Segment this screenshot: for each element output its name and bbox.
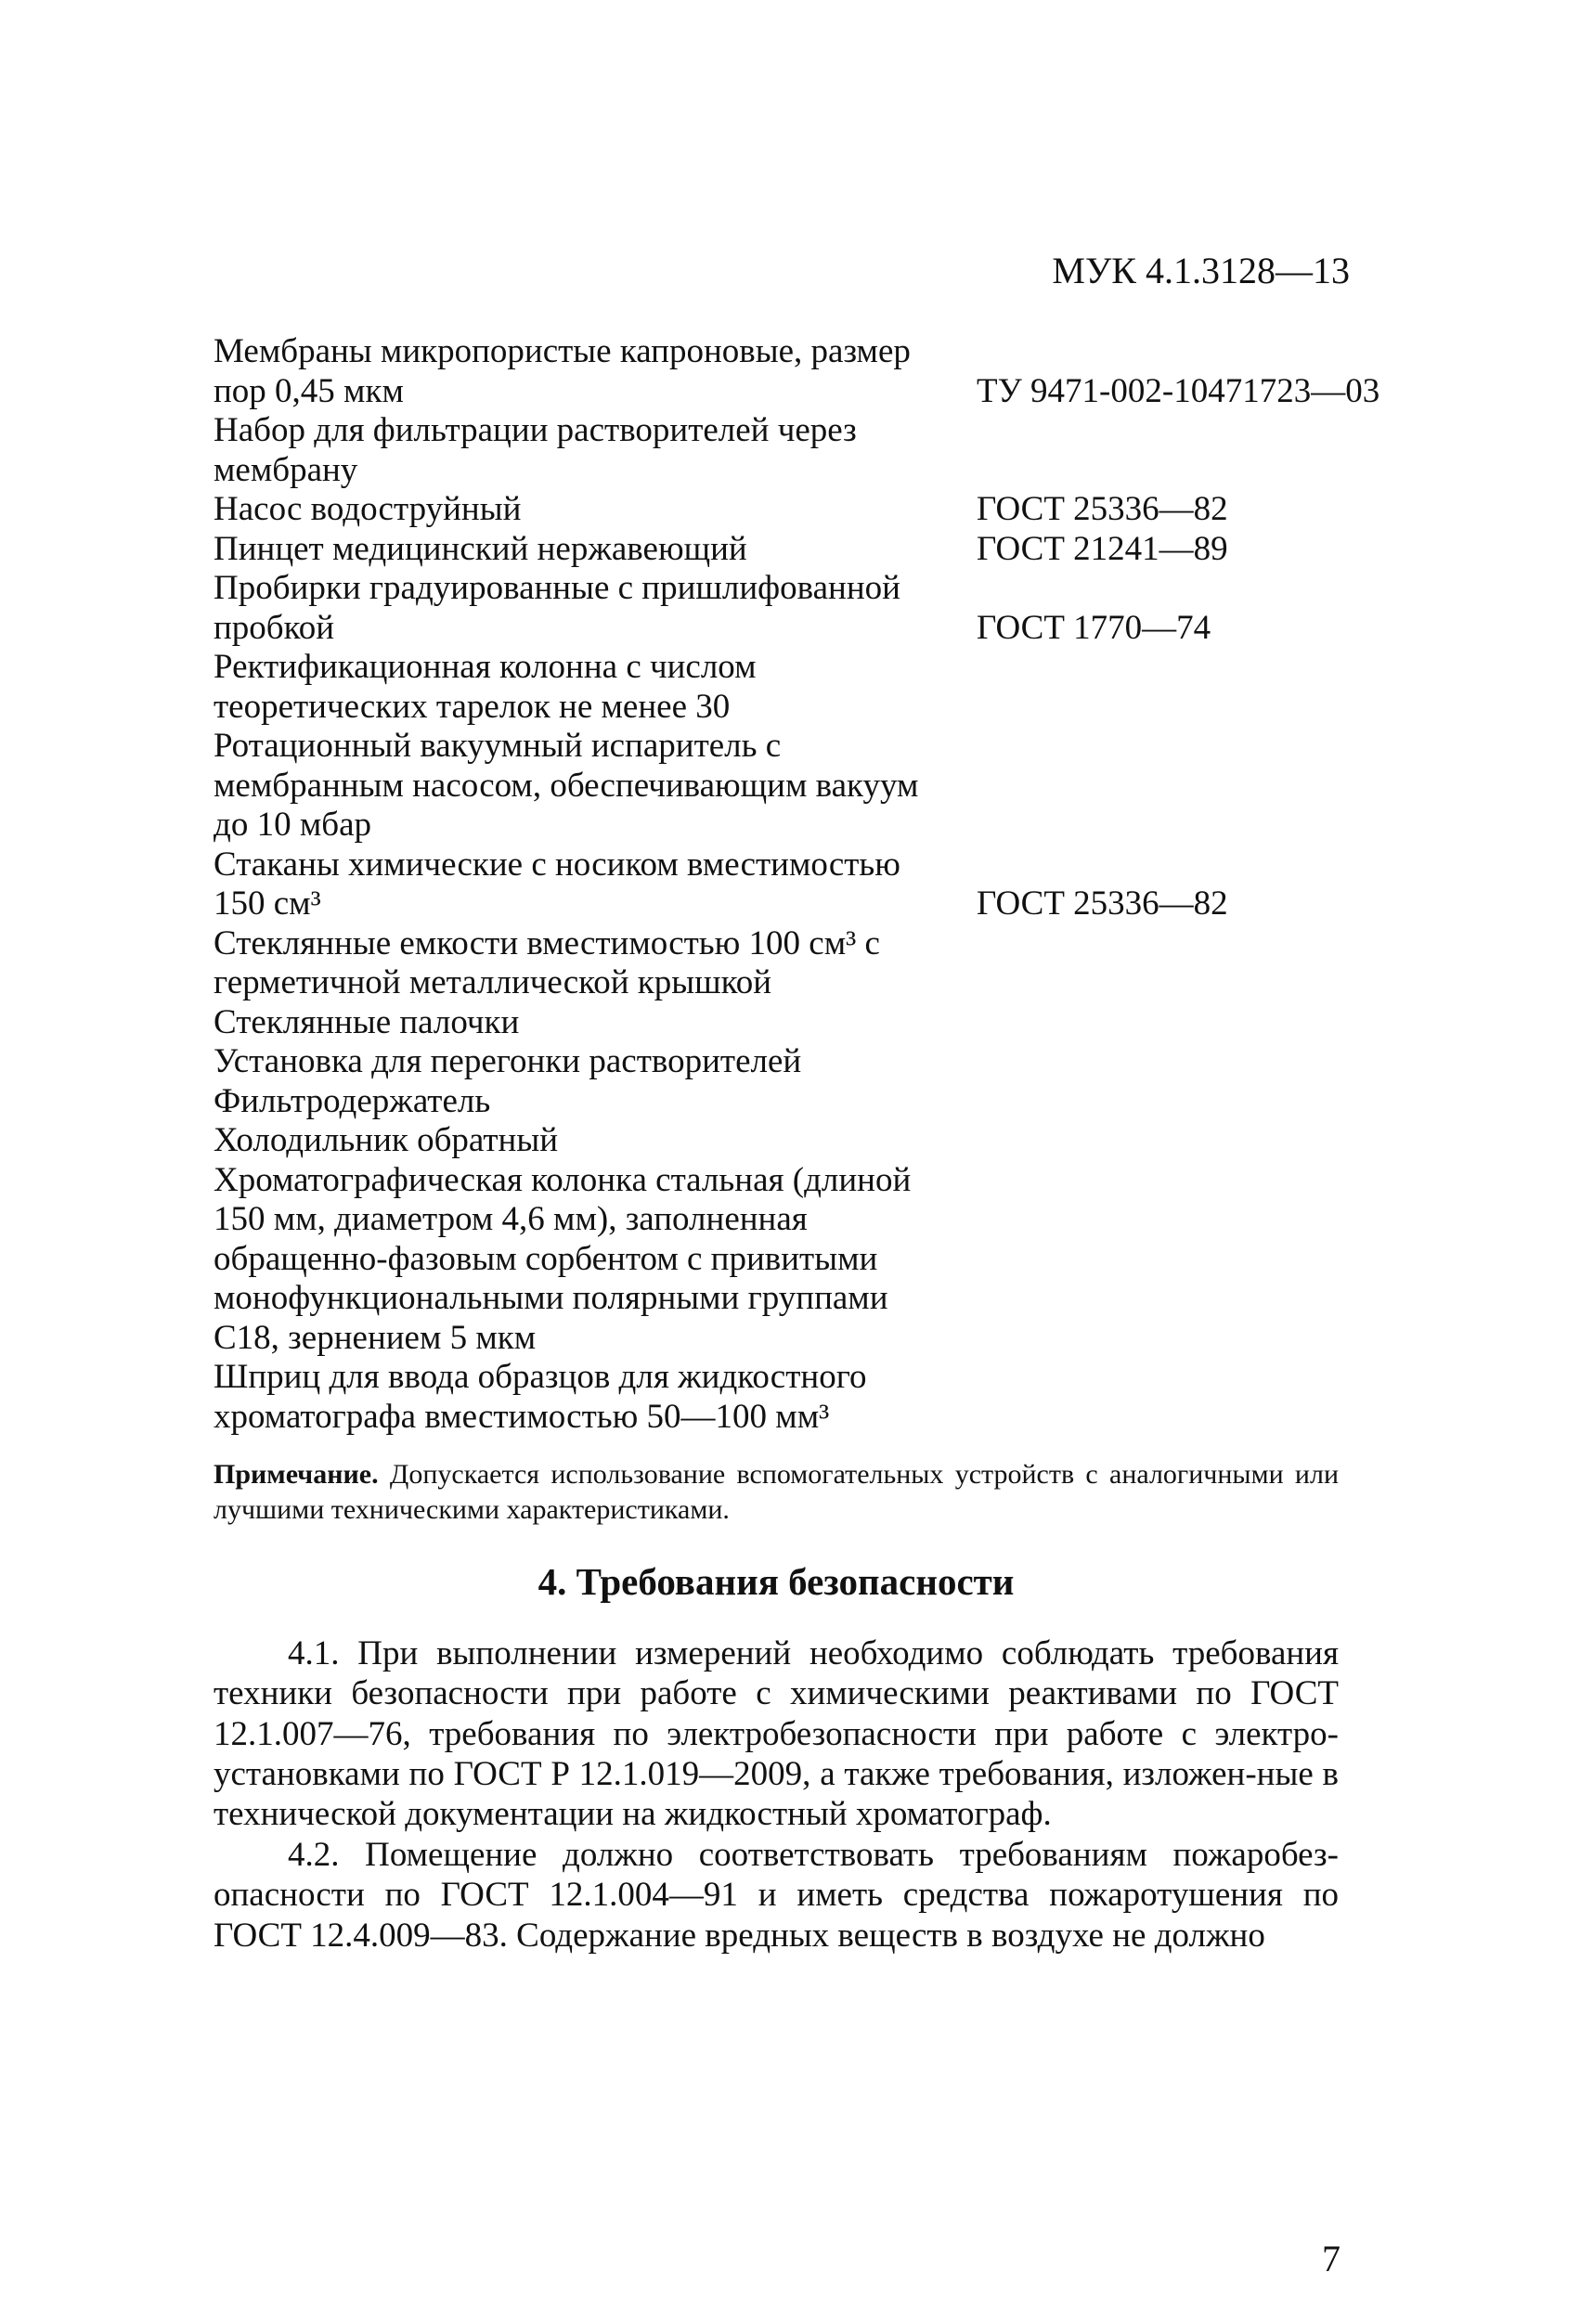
paragraph-4-1: 4.1. При выполнении измерений необходимо соблюдать требования техники безопасности при работе с химическими реактивами по ГОСТ 12.1.007—76, требования по электробезопасности при работе с электро-установками по ГОСТ Р 12.1.019—2009, а также требования, изложен-ные в технической документации на жидкостный хроматограф.	[214, 1634, 1339, 1834]
equipment-row	[214, 1358, 1385, 1437]
equipment-row	[214, 1042, 1385, 1082]
equipment-name: Насос водоструйный	[214, 490, 522, 528]
note	[214, 1457, 1339, 1528]
equipment-name: Ротационный вакуумный испаритель с мембранным насосом, обеспечивающим вакуум до 10 мбар	[214, 727, 919, 844]
page-number: 7	[1322, 2238, 1340, 2279]
equipment-name: Набор для фильтрации растворителей через мембрану	[214, 411, 857, 489]
equipment-name: Установка для перегонки растворителей	[214, 1042, 802, 1080]
equipment-standard: ГОСТ 1770—74	[977, 608, 1211, 647]
equipment-row	[214, 332, 1385, 411]
equipment-row	[214, 1003, 1385, 1043]
equipment-name: Пробирки градуированные с пришлифованной пробкой	[214, 569, 900, 647]
note-label: Примечание.	[214, 1459, 379, 1490]
equipment-name: Стеклянные палочки	[214, 1002, 520, 1041]
page-header-code: МУК 4.1.3128—13	[1052, 250, 1350, 291]
equipment-row	[214, 727, 1385, 846]
equipment-row	[214, 569, 1385, 648]
equipment-row	[214, 1082, 1385, 1122]
equipment-standard: ГОСТ 25336—82	[977, 490, 1228, 528]
section-title: 4. Требования безопасности	[537, 1560, 1015, 1603]
equipment-name: Ректификационная колонна с числом теоретических тарелок не менее 30	[214, 648, 757, 726]
equipment-row	[214, 648, 1385, 727]
paragraph-4-2: 4.2. Помещение должно соответствовать требованиям пожаробез-опасности по ГОСТ 12.1.004—91 и иметь средства пожаротушения по ГОСТ 12.4.009—83. Содержание вредных веществ в воздухе не должно	[214, 1836, 1339, 1955]
equipment-name: Хроматографическая колонка стальная (длиной 150 мм, диаметром 4,6 мм), заполненная обращенно-фазовым сорбентом с привитыми монофункциональными полярными группами С18, зернением 5 мкм	[214, 1160, 912, 1357]
equipment-row	[214, 924, 1385, 1003]
equipment-name: Пинцет медицинский нержавеющий	[214, 529, 747, 568]
equipment-standard: ГОСТ 21241—89	[977, 529, 1228, 568]
equipment-row	[214, 1161, 1385, 1359]
equipment-standard: ГОСТ 25336—82	[977, 884, 1228, 923]
equipment-name: Шприц для ввода образцов для жидкостного хроматографа вместимостью 50—100 мм³	[214, 1358, 867, 1436]
equipment-row	[214, 1121, 1385, 1161]
equipment-list	[214, 332, 1385, 1437]
equipment-name: Стеклянные емкости вместимостью 100 см³ с герметичной металлической крышкой	[214, 923, 880, 1001]
equipment-name: Холодильник обратный	[214, 1121, 559, 1159]
equipment-row	[214, 490, 1385, 530]
equipment-name: Фильтродержатель	[214, 1081, 491, 1120]
note-text: Допускается использование вспомогательных устройств с аналогичными или лучшими техническими характеристиками.	[214, 1459, 1339, 1525]
equipment-name: Мембраны микропористые капроновые, размер пор 0,45 мкм	[214, 332, 911, 410]
equipment-standard: ТУ 9471-002-10471723—03	[977, 371, 1380, 410]
equipment-row	[214, 846, 1385, 924]
equipment-row	[214, 411, 1385, 490]
equipment-row	[214, 530, 1385, 570]
equipment-name: Стаканы химические с носиком вместимостью 150 см³	[214, 845, 900, 923]
